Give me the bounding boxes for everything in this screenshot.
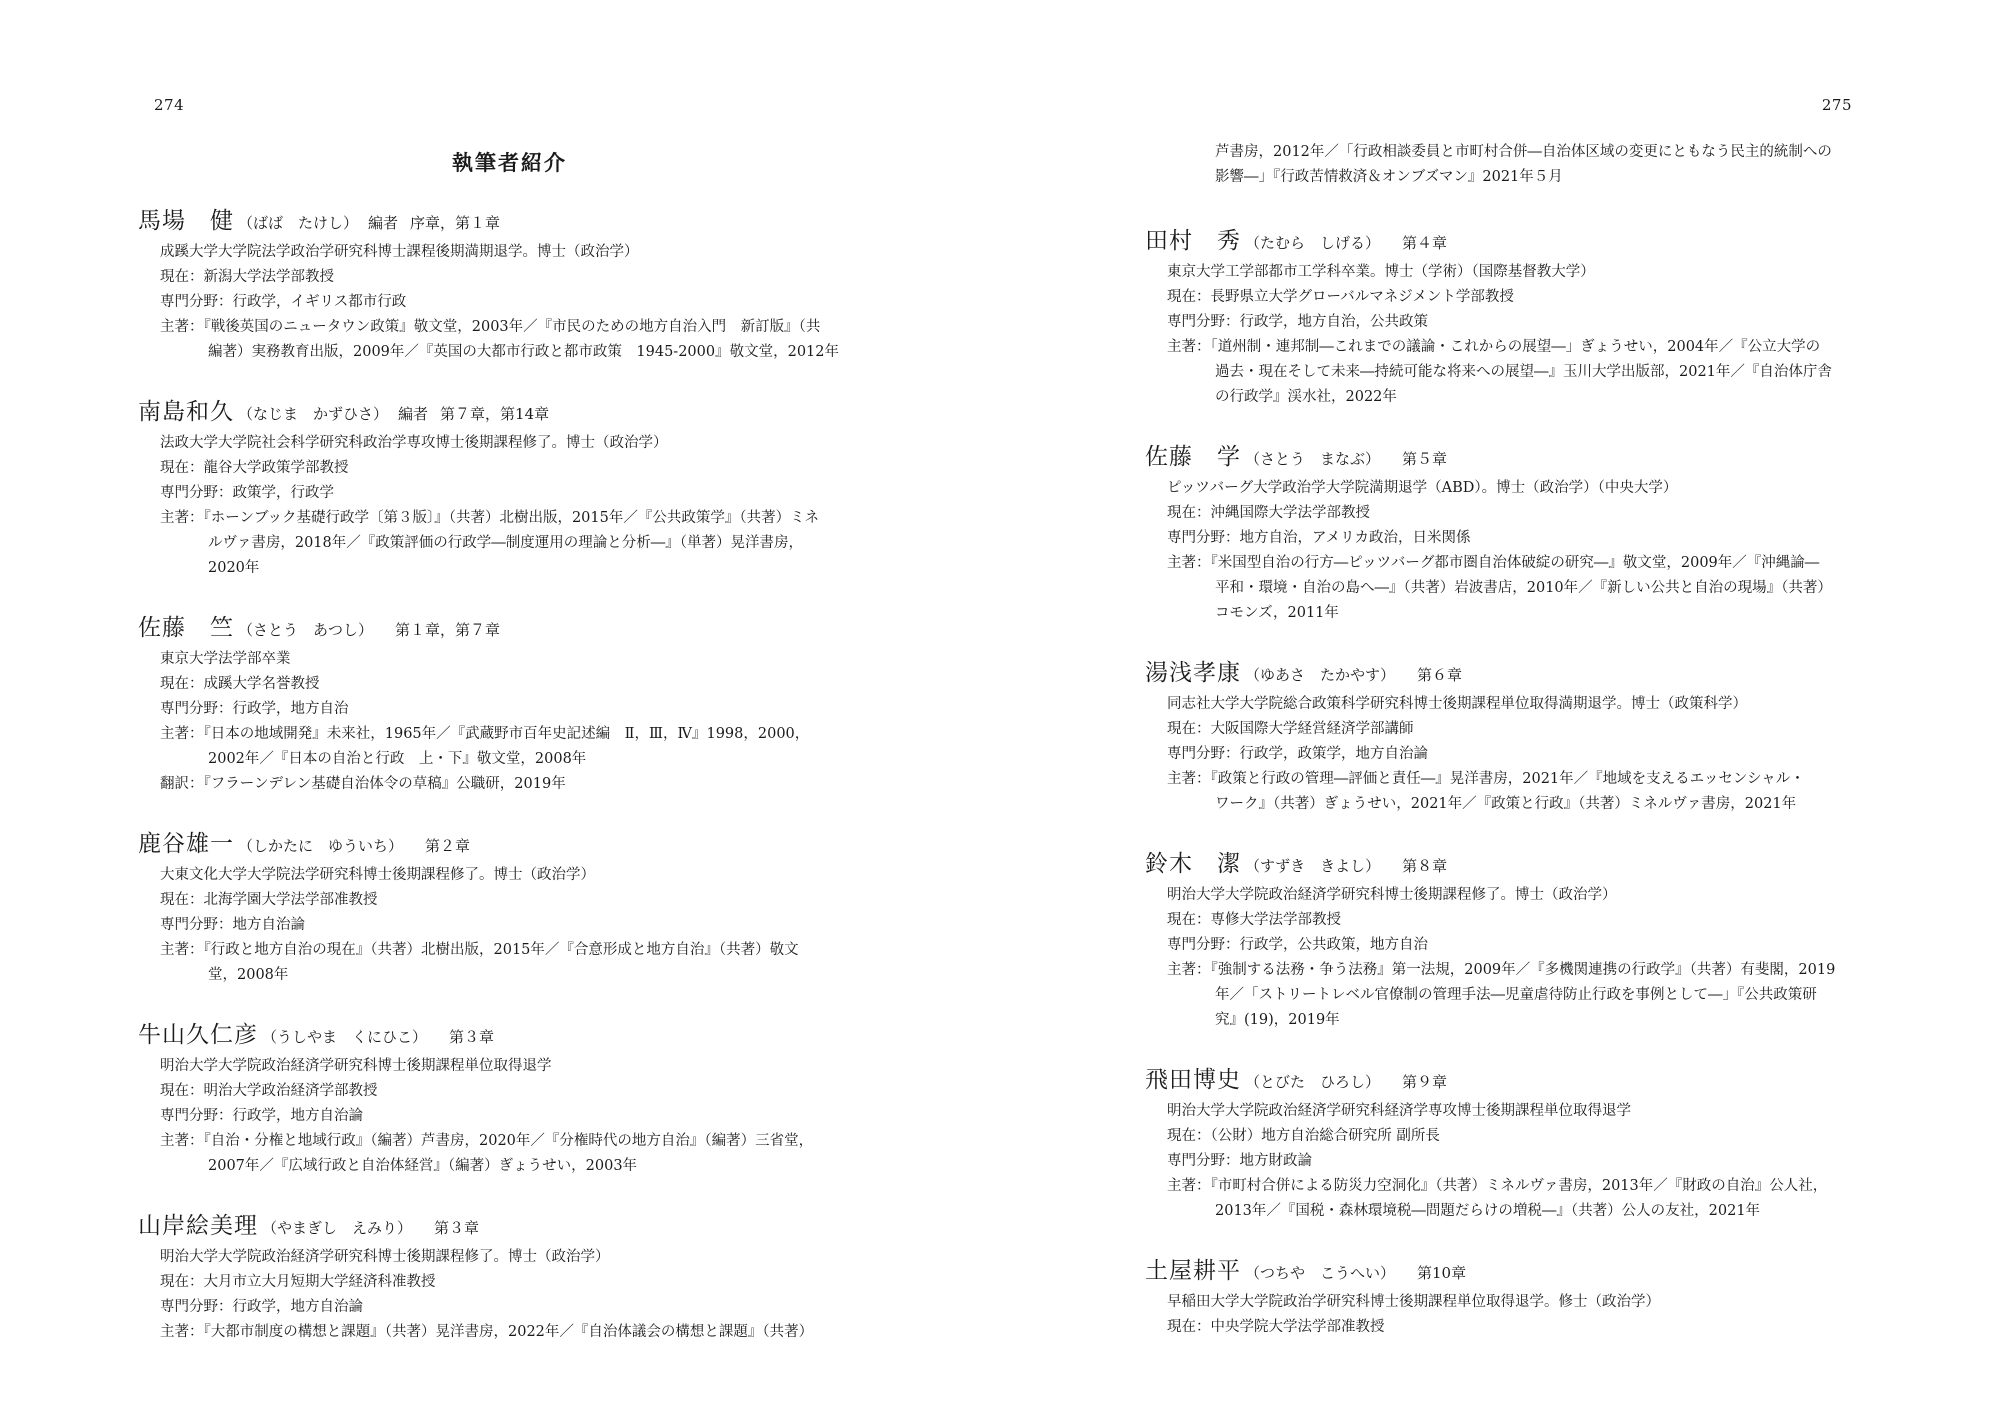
contributor-education: 成蹊大学大学院法学政治学研究科博士課程後期満期退学。博士（政治学） [160, 244, 639, 260]
contributor-works-cont: ルヴァ書房，2018年／『政策評価の行政学―制度運用の理論と分析―』（単著）晃洋書房， [208, 535, 804, 551]
page-number-right: 275 [1821, 96, 1852, 114]
contributor-reading: （さとう まなぶ） [1245, 450, 1381, 468]
continued-works: 芦書房，2012年／「行政相談委員と市町村合併―自治体区域の変更にともなう民主的統制への [1215, 144, 1832, 160]
contributor-role: 編者 [368, 214, 399, 232]
contributor-works: 主著：『ホーンブック基礎行政学〔第３版〕』（共著）北樹出版，2015年／『公共政策学』（共著）ミネ [160, 510, 820, 526]
contributor-list-left [138, 204, 878, 1375]
contributor-education: 明治大学大学院政治経済学研究科博士後期課程修了。博士（政治学） [1167, 887, 1617, 903]
contributor-position: 現在：専修大学法学部教授 [1167, 912, 1341, 928]
contributor-education: ピッツバーグ大学政治学大学院満期退学（ABD）。博士（政治学）（中央大学） [1167, 480, 1678, 496]
contributor-chapters: 序章，第１章 [410, 214, 501, 232]
contributor-reading: （ばば たけし） [238, 214, 359, 232]
contributor-name: 佐藤 竺 [138, 615, 234, 641]
contributor-works: 主著：「道州制・連邦制―これまでの議論・これからの展望―」ぎょうせい，2004年／『公立大学の [1167, 339, 1821, 355]
contributor-heading [138, 611, 878, 647]
contributor-heading [1145, 847, 1885, 883]
contributor-name: 牛山久仁彦 [138, 1022, 258, 1048]
contributor-works: 主著：『米国型自治の行方―ピッツバーグ都市圏自治体破綻の研究―』敬文堂，2009年／『沖縄論― [1167, 555, 1820, 571]
contributor-works-cont: 2020年 [208, 560, 260, 576]
contributor-translation: 翻訳：『フラーンデレン基礎自治体令の草稿』公職研，2019年 [160, 776, 566, 792]
contributor-heading [1145, 1254, 1885, 1290]
continued-entry [1145, 140, 1885, 190]
contributor-entry [1145, 656, 1885, 817]
contributor-works: 主著：『日本の地域開発』未来社，1965年／『武蔵野市百年史記述編 Ⅱ，Ⅲ，Ⅳ』1998，2000， [160, 726, 810, 742]
contributor-position: 現在：明治大学政治経済学部教授 [160, 1083, 378, 1099]
contributor-works: 主著：『強制する法務・争う法務』第一法規，2009年／『多機関連携の行政学』（共著）有斐閣，2019 [1167, 962, 1836, 978]
contributor-entry [1145, 440, 1885, 626]
contributor-reading: （やまぎし えみり） [262, 1219, 413, 1237]
contributor-works-cont: 年／「ストリートレベル官僚制の管理手法―児童虐待防止行政を事例として―」『公共政策研 [1215, 987, 1817, 1003]
contributor-works: 主著：『行政と地方自治の現在』（共著）北樹出版，2015年／『合意形成と地方自治』（共著）敬文 [160, 942, 799, 958]
contributor-position: 現在：新潟大学法学部教授 [160, 269, 334, 285]
contributor-field: 専門分野：地方自治，アメリカ政治，日米関係 [1167, 530, 1471, 546]
contributor-field: 専門分野：行政学，地方自治，公共政策 [1167, 314, 1428, 330]
contributor-position: 現在：大阪国際大学経営経済学部講師 [1167, 721, 1414, 737]
contributor-name: 南島和久 [138, 399, 234, 425]
contributor-name: 佐藤 学 [1145, 444, 1241, 470]
contributor-works: 主著：『市町村合併による防災力空洞化』（共著）ミネルヴァ書房，2013年／『財政の自治』公人社， [1167, 1178, 1828, 1194]
contributor-works-cont: 編著）実務教育出版，2009年／『英国の大都市行政と都市政策 1945-2000』敬文堂，2012年 [208, 344, 840, 360]
contributor-position: 現在：成蹊大学名誉教授 [160, 676, 320, 692]
section-title: 執筆者紹介 [452, 150, 567, 175]
contributor-chapters: 第３章 [449, 1028, 495, 1046]
contributor-education: 東京大学工学部都市工学科卒業。博士（学術）（国際基督教大学） [1167, 264, 1595, 280]
contributor-works: 主著：『戦後英国のニュータウン政策』敬文堂，2003年／『市民のための地方自治入門 新訂版』（共 [160, 319, 821, 335]
contributor-works: 主著：『大都市制度の構想と課題』（共著）晃洋書房，2022年／『自治体議会の構想と課題』（共著） [160, 1324, 814, 1340]
contributor-entry [138, 204, 878, 365]
contributor-heading [138, 827, 878, 863]
contributor-heading [138, 204, 878, 240]
contributor-entry [138, 1209, 878, 1345]
contributor-reading: （しかたに ゆういち） [238, 837, 404, 855]
contributor-education: 早稲田大学大学院政治学研究科博士後期課程単位取得退学。修士（政治学） [1167, 1294, 1660, 1310]
contributor-list-right [1145, 140, 1885, 1370]
contributor-works-cont: 2002年／『日本の自治と行政 上・下』敬文堂，2008年 [208, 751, 587, 767]
contributor-chapters: 第６章 [1417, 666, 1463, 684]
contributor-entry [1145, 847, 1885, 1033]
contributor-role: 編者 [398, 405, 429, 423]
contributor-works: 主著：『政策と行政の管理―評価と責任―』晃洋書房，2021年／『地域を支えるエッセンシャル・ [1167, 771, 1805, 787]
contributor-field: 専門分野：行政学，地方自治 [160, 701, 349, 717]
contributor-chapters: 第７章，第14章 [440, 405, 550, 423]
contributor-entry [138, 395, 878, 581]
contributor-works-cont: の行政学』渓水社，2022年 [1215, 389, 1397, 405]
contributor-entry [1145, 1063, 1885, 1224]
contributor-reading: （つちや こうへい） [1245, 1264, 1396, 1282]
contributor-position: 現在：沖縄国際大学法学部教授 [1167, 505, 1370, 521]
contributor-works-cont: ワーク』（共著）ぎょうせい，2021年／『政策と行政』（共著）ミネルヴァ書房，2021年 [1215, 796, 1797, 812]
contributor-name: 飛田博史 [1145, 1067, 1241, 1093]
contributor-field: 専門分野：行政学，公共政策，地方自治 [1167, 937, 1428, 953]
contributor-works-cont: 平和・環境・自治の島へ―』（共著）岩波書店，2010年／『新しい公共と自治の現場』（共著） [1215, 580, 1832, 596]
contributor-chapters: 第８章 [1402, 857, 1448, 875]
contributor-heading [1145, 224, 1885, 260]
contributor-name: 馬場 健 [138, 208, 234, 234]
contributor-works-cont: 過去・現在そして未来―持続可能な将来への展望―』玉川大学出版部，2021年／『自治体庁舎 [1215, 364, 1832, 380]
contributor-chapters: 第９章 [1402, 1073, 1448, 1091]
contributor-education: 明治大学大学院政治経済学研究科博士後期課程修了。博士（政治学） [160, 1249, 610, 1265]
contributor-name: 田村 秀 [1145, 228, 1241, 254]
page-right [1000, 0, 2000, 1414]
contributor-chapters: 第１章，第７章 [395, 621, 501, 639]
contributor-name: 土屋耕平 [1145, 1258, 1241, 1284]
contributor-education: 同志社大学大学院総合政策科学研究科博士後期課程単位取得満期退学。博士（政策科学） [1167, 696, 1747, 712]
contributor-works-cont: 堂，2008年 [208, 967, 289, 983]
contributor-heading [138, 395, 878, 431]
contributor-position: 現在：龍谷大学政策学部教授 [160, 460, 349, 476]
contributor-reading: （さとう あつし） [238, 621, 374, 639]
contributor-works-cont: コモンズ，2011年 [1215, 605, 1339, 621]
contributor-reading: （すずき きよし） [1245, 857, 1381, 875]
contributor-education: 東京大学法学部卒業 [160, 651, 291, 667]
contributor-chapters: 第４章 [1402, 234, 1448, 252]
contributor-position: 現在：長野県立大学グローバルマネジメント学部教授 [1167, 289, 1514, 305]
contributor-name: 山岸絵美理 [138, 1213, 258, 1239]
contributor-name: 湯浅孝康 [1145, 660, 1241, 686]
contributor-position: 現在：（公財）地方自治総合研究所 副所長 [1167, 1128, 1440, 1144]
contributor-name: 鈴木 潔 [1145, 851, 1241, 877]
contributor-field: 専門分野：行政学，政策学，地方自治論 [1167, 746, 1428, 762]
contributor-reading: （とびた ひろし） [1245, 1073, 1381, 1091]
contributor-education: 大東文化大学大学院法学研究科博士後期課程修了。博士（政治学） [160, 867, 595, 883]
page-number-left: 274 [154, 96, 185, 114]
contributor-entry [1145, 1254, 1885, 1340]
contributor-field: 専門分野：地方自治論 [160, 917, 305, 933]
contributor-works-cont: 2013年／『国税・森林環境税―問題だらけの増税―』（共著）公人の友社，2021年 [1215, 1203, 1761, 1219]
contributor-position: 現在：中央学院大学法学部准教授 [1167, 1319, 1385, 1335]
contributor-reading: （ゆあさ たかやす） [1245, 666, 1396, 684]
contributor-entry [138, 1018, 878, 1179]
contributor-chapters: 第10章 [1417, 1264, 1467, 1282]
contributor-education: 法政大学大学院社会科学研究科政治学専攻博士後期課程修了。博士（政治学） [160, 435, 668, 451]
contributor-heading [1145, 656, 1885, 692]
contributor-chapters: 第３章 [434, 1219, 480, 1237]
contributor-reading: （たむら しげる） [1245, 234, 1381, 252]
contributor-entry [1145, 224, 1885, 410]
contributor-field: 専門分野：地方財政論 [1167, 1153, 1312, 1169]
contributor-reading: （うしやま くにひこ） [262, 1028, 428, 1046]
contributor-works-cont: 2007年／『広域行政と自治体経営』（編著）ぎょうせい，2003年 [208, 1158, 638, 1174]
contributor-education: 明治大学大学院政治経済学研究科博士後期課程単位取得退学 [160, 1058, 552, 1074]
contributor-heading [1145, 440, 1885, 476]
contributor-reading: （なじま かずひさ） [238, 405, 389, 423]
contributor-heading [138, 1018, 878, 1054]
contributor-heading [1145, 1063, 1885, 1099]
contributor-works-cont: 究』(19)，2019年 [1215, 1012, 1340, 1028]
contributor-heading [138, 1209, 878, 1245]
contributor-field: 専門分野：行政学，地方自治論 [160, 1108, 363, 1124]
contributor-education: 明治大学大学院政治経済学研究科経済学専攻博士後期課程単位取得退学 [1167, 1103, 1631, 1119]
contributor-field: 専門分野：行政学，イギリス都市行政 [160, 294, 407, 310]
contributor-position: 現在：北海学園大学法学部准教授 [160, 892, 378, 908]
contributor-chapters: 第５章 [1402, 450, 1448, 468]
contributor-field: 専門分野：行政学，地方自治論 [160, 1299, 363, 1315]
contributor-entry [138, 827, 878, 988]
contributor-name: 鹿谷雄一 [138, 831, 234, 857]
continued-works: 影響―」『行政苦情救済＆オンブズマン』2021年５月 [1215, 169, 1563, 185]
contributor-position: 現在：大月市立大月短期大学経済科准教授 [160, 1274, 436, 1290]
contributor-works: 主著：『自治・分権と地域行政』（編著）芦書房，2020年／『分権時代の地方自治』（編著）三省堂， [160, 1133, 814, 1149]
contributor-field: 専門分野：政策学，行政学 [160, 485, 334, 501]
contributor-chapters: 第２章 [425, 837, 471, 855]
contributor-entry [138, 611, 878, 797]
